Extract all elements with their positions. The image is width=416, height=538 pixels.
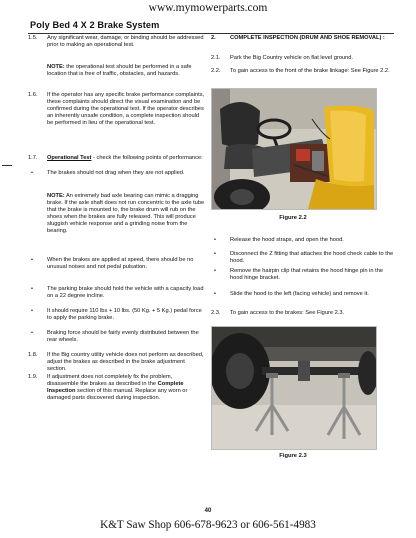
bullet-text: Slide the hood to the left (facing vehicle) and remove it. (230, 291, 369, 297)
bullet-text: Braking force should be fairly evenly distributed between the rear wheels. (47, 330, 199, 344)
bullet-text: When the brakes are applied at speed, there should be no unusual noises and not pedal pulsation. (47, 257, 194, 271)
step-body: - check the following points of performance: (91, 155, 203, 161)
step-number: 1.5. (28, 35, 38, 41)
vehicle-on-jack-stands-illustration (212, 327, 376, 449)
note-label: NOTE: (47, 193, 65, 199)
step-number: 1.7. (28, 155, 38, 161)
footer-contact: K&T Saw Shop 606-678-9623 or 606-561-4983 (100, 519, 316, 531)
section-title: Poly Bed 4 X 2 Brake System (30, 20, 160, 30)
step-number: 1.9. (28, 374, 38, 380)
figure-2-2-caption: Figure 2.2 (279, 215, 307, 221)
section-heading-text: COMPLETE INSPECTION (DRUM AND SHOE REMOVAL) : (230, 35, 385, 41)
bullet: • (214, 291, 216, 297)
step-text: Park the Big Country vehicle on flat level ground. (230, 55, 353, 61)
bullet-text: It should require 110 lbs + 10 lbs. (50 Kg. + 5 Kg.) pedal force to apply the parking brake. (47, 308, 202, 322)
step-text: If the Big country utility vehicle does not perform as described, adjust the brakes as described in the brake adjustment section. (47, 352, 204, 373)
note-body: the operational test should be performed in a safe location that is free of traffic, obstacles, and hazards. (47, 64, 192, 78)
step-body-start: If adjustment does not completely fix the problem, disassemble the brakes as described in the (47, 374, 173, 388)
bullet-text: Release the hood straps, and open the hood. (230, 237, 344, 243)
site-url: www.mymowerparts.com (148, 2, 268, 14)
note-text (47, 64, 205, 78)
title-rule (28, 33, 394, 34)
bullet: • (31, 286, 33, 292)
bullet: • (31, 330, 33, 336)
vehicle-hood-illustration (212, 89, 376, 209)
bullet-text: Disconnect the Z fitting that attaches the hood check cable to the hood. (230, 251, 394, 265)
complete-inspection-ref: Complete Inspection (47, 381, 184, 395)
step-number: 2.1. (211, 55, 221, 61)
page-number: 40 (204, 508, 212, 514)
step-text (47, 155, 205, 162)
bullet: • (31, 308, 33, 314)
note-text (47, 193, 205, 235)
step-text: To gain access to the front of the brake linkage: See Figure 2.2. (230, 68, 390, 74)
figure-2-2-photo (211, 88, 377, 210)
figure-2-3-caption: Figure 2.3 (279, 453, 307, 459)
bullet-text: Remove the hairpin clip that retains the hood hinge pin in the hood hinge bracket. (230, 268, 384, 282)
section-number: 2. (211, 35, 216, 41)
figure-2-3-photo (211, 326, 377, 450)
step-text (47, 374, 205, 402)
bullet: • (31, 257, 33, 263)
bullet: • (214, 237, 216, 243)
step-text: To gain access to the brakes: See Figure 2.3. (230, 310, 345, 316)
margin-tick (2, 165, 12, 166)
step-number: 1.6. (28, 92, 38, 98)
bullet-text: The parking brake should hold the vehicle with a capacity load on a 22 degree incline. (47, 286, 204, 300)
note-label: NOTE: (47, 64, 65, 70)
step-number: 2.3. (211, 310, 221, 316)
note-body: An extremely bad axle bearing can mimic a dragging brake. If the axle shaft does not run concentric to the axle tube that the brake is mounted to, the brake drum will rub on the shoes when the brakes are fully released. This will produce sluggish vehicle response and a grinding noise from the bearing. (47, 193, 205, 235)
bullet: • (31, 170, 33, 176)
step-body-end: section of this manual. Replace any worn or damaged parts discovered during inspection. (47, 388, 188, 402)
bullet: • (214, 268, 216, 274)
bullet: • (214, 251, 216, 257)
step-text: Any significant wear, damage, or binding should be addressed prior to making an operational test. (47, 35, 204, 49)
step-number: 1.8. (28, 352, 38, 358)
step-number: 2.2. (211, 68, 221, 74)
bullet-text: The brakes should not drag when they are not applied. (47, 170, 185, 176)
step-label: Operational Test (47, 155, 92, 161)
step-text: If the operator has any specific brake performance complaints, these complaints should direct the visual examination and be confirmed during the operational test. If the operator describes an inherently unsafe condition, a complete inspection should be performed in lieu of the operational test. (47, 92, 205, 127)
